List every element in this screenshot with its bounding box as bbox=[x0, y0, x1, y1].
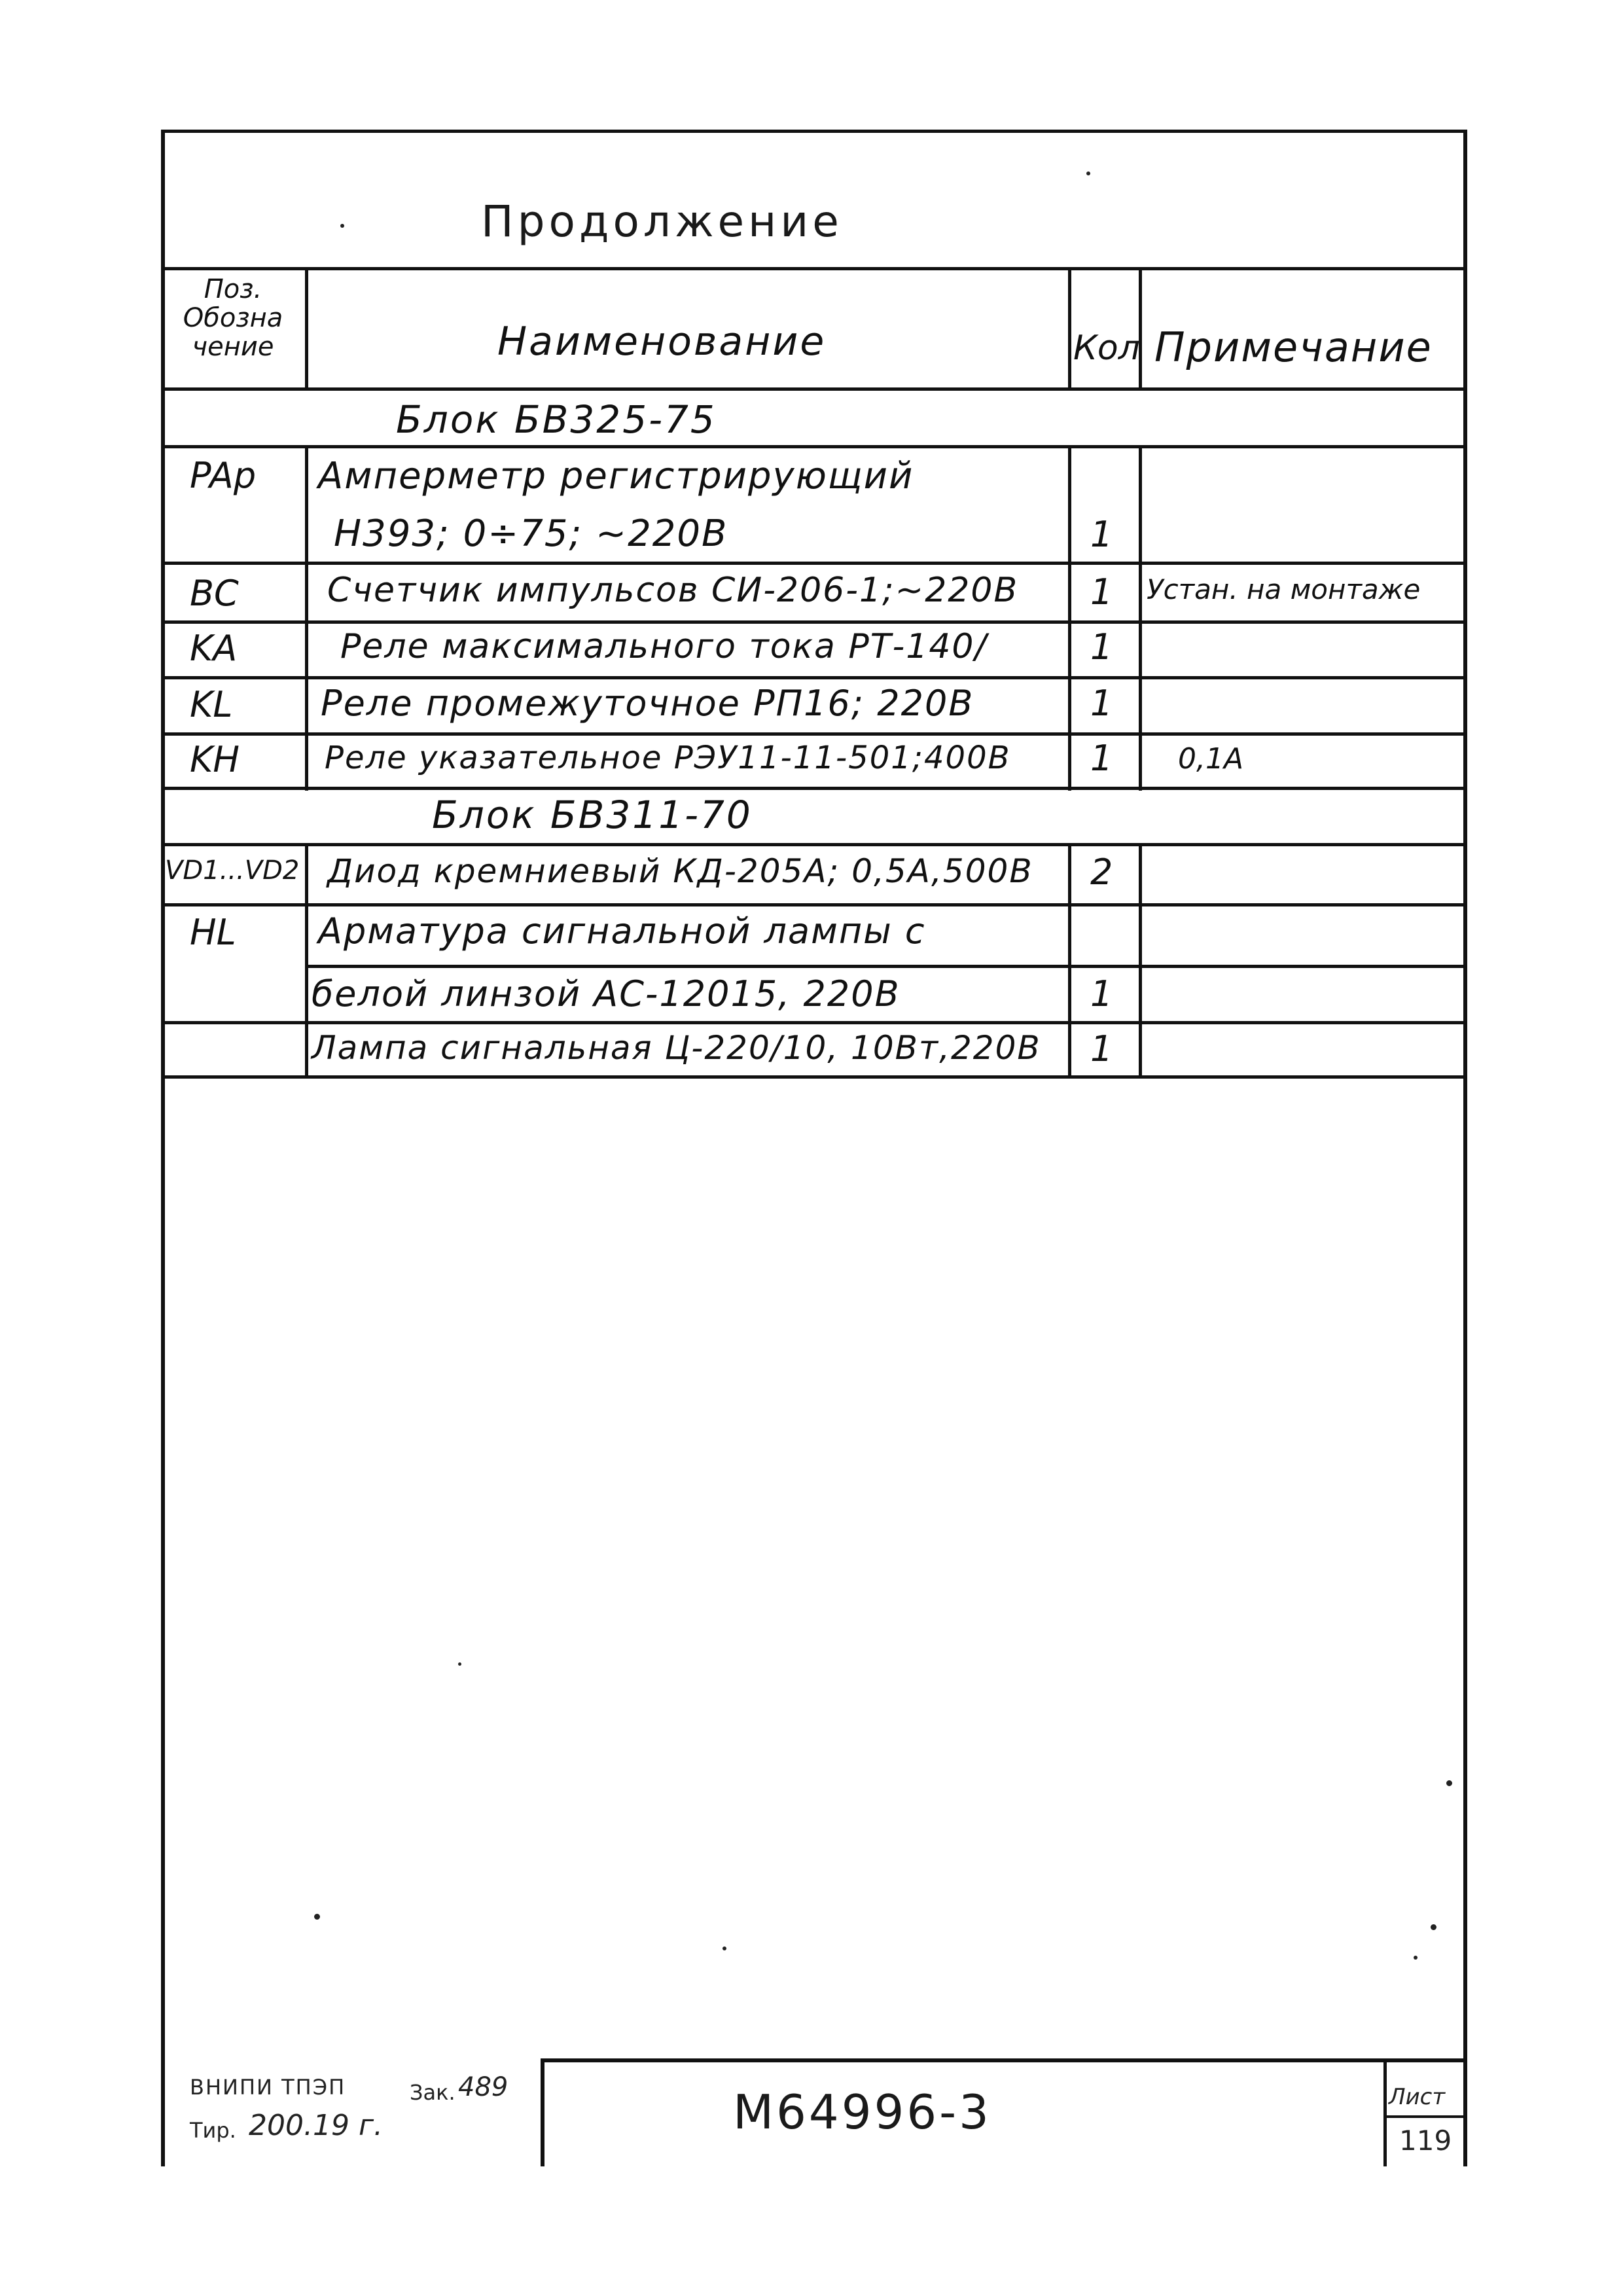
row-qty: 1 bbox=[1090, 738, 1113, 779]
section1-bottom-line bbox=[161, 445, 1467, 448]
row-line-3 bbox=[161, 676, 1467, 679]
order-number: 489 bbox=[458, 2072, 508, 2102]
row-name-line1: Реле максимального тока РТ-140/ bbox=[340, 627, 988, 666]
header-note: Примечание bbox=[1154, 323, 1433, 371]
title-block-top-line bbox=[542, 2058, 1467, 2062]
col-line-qty-header bbox=[1068, 267, 1071, 387]
row-qty: 1 bbox=[1090, 571, 1113, 613]
col-line-qty-body2 bbox=[1068, 843, 1071, 1079]
scan-speck bbox=[1414, 1956, 1418, 1960]
scan-speck bbox=[1086, 171, 1090, 175]
row-line-2 bbox=[161, 620, 1467, 624]
row-qty: 1 bbox=[1090, 514, 1113, 555]
col-line-pos-body1 bbox=[305, 445, 308, 791]
header-qty: Кол bbox=[1073, 329, 1140, 368]
print-label: Тир. bbox=[190, 2118, 236, 2143]
row-qty: 1 bbox=[1090, 1028, 1113, 1069]
print-value: 200.19 г. bbox=[249, 2109, 383, 2142]
scan-speck bbox=[1431, 1924, 1436, 1930]
org-stamp: ВНИПИ ТПЭП bbox=[190, 2075, 346, 2100]
scan-speck bbox=[1446, 1780, 1452, 1786]
row-name-line1: Арматура сигнальной лампы с bbox=[318, 910, 926, 952]
row-pos: ВС bbox=[190, 573, 239, 614]
row-name-line2: белой линзой АС-12015, 220В bbox=[312, 973, 901, 1014]
table-bottom-line bbox=[161, 1075, 1467, 1079]
header-name: Наименование bbox=[497, 319, 827, 365]
col-line-note-body2 bbox=[1139, 843, 1142, 1079]
row-pos: KH bbox=[190, 739, 240, 780]
document-number: М64996-3 bbox=[733, 2085, 991, 2140]
row-pos: PAр bbox=[190, 455, 257, 496]
row-pos: KL bbox=[190, 684, 233, 725]
scan-speck bbox=[458, 1662, 461, 1666]
row-line-1 bbox=[161, 562, 1467, 565]
scan-speck bbox=[722, 1946, 726, 1950]
section2-bottom-line bbox=[161, 843, 1467, 846]
row-line-7 bbox=[308, 965, 1467, 968]
row-pos: KA bbox=[190, 628, 238, 669]
col-line-qty-body1 bbox=[1068, 445, 1071, 791]
header-bottom-line bbox=[161, 387, 1467, 391]
row-qty: 1 bbox=[1090, 973, 1113, 1014]
scan-speck bbox=[340, 224, 344, 228]
row-qty: 1 bbox=[1090, 626, 1113, 668]
col-line-pos-body2 bbox=[305, 843, 308, 1079]
row-line-8 bbox=[161, 1021, 1467, 1024]
sheet-box-left-line bbox=[1383, 2058, 1387, 2166]
col-line-note-body1 bbox=[1139, 445, 1142, 791]
col-line-pos bbox=[305, 267, 308, 387]
row-name-line1: Счетчик импульсов СИ-206-1;~220В bbox=[327, 571, 1019, 610]
row-line-6 bbox=[161, 903, 1467, 906]
row-qty: 2 bbox=[1090, 852, 1113, 893]
row-pos: HL bbox=[190, 912, 236, 953]
sheet-number: 119 bbox=[1399, 2125, 1452, 2157]
row-name-line1: Реле указательное РЭУ11-11-501;400В bbox=[325, 740, 1011, 776]
col-line-note-header bbox=[1139, 267, 1142, 387]
section-label: Блок БВ325-75 bbox=[396, 397, 717, 442]
row-note: 0,1А bbox=[1178, 742, 1244, 776]
scan-speck bbox=[314, 1914, 320, 1920]
row-name-line1: Амперметр регистрирующий bbox=[318, 455, 914, 497]
row-line-5 bbox=[161, 787, 1467, 790]
sheet-label: Лист bbox=[1389, 2084, 1446, 2110]
row-line-4 bbox=[161, 732, 1467, 736]
table-top-line bbox=[161, 267, 1467, 270]
page-frame bbox=[161, 130, 1467, 2166]
page-title: Продолжение bbox=[481, 196, 843, 247]
title-block-left-line bbox=[541, 2058, 544, 2166]
row-name-line1: Лампа сигнальная Ц-220/10, 10Вт,220В bbox=[312, 1029, 1041, 1067]
row-name-line1: Диод кремниевый КД-205А; 0,5А,500В bbox=[327, 852, 1033, 890]
row-qty: 1 bbox=[1090, 683, 1113, 724]
row-pos: VD1...VD2 bbox=[165, 855, 300, 886]
row-name-line1: Реле промежуточное РП16; 220В bbox=[321, 683, 974, 724]
sheet-box-mid-line bbox=[1383, 2115, 1467, 2118]
header-pos: Поз. Обозна чение bbox=[183, 274, 283, 362]
section-label: Блок БВ311-70 bbox=[432, 793, 753, 837]
order-label: Зак. bbox=[410, 2080, 455, 2105]
row-name-line2: Н393; 0÷75; ~220В bbox=[334, 512, 728, 555]
row-note: Устан. на монтаже bbox=[1147, 573, 1421, 605]
